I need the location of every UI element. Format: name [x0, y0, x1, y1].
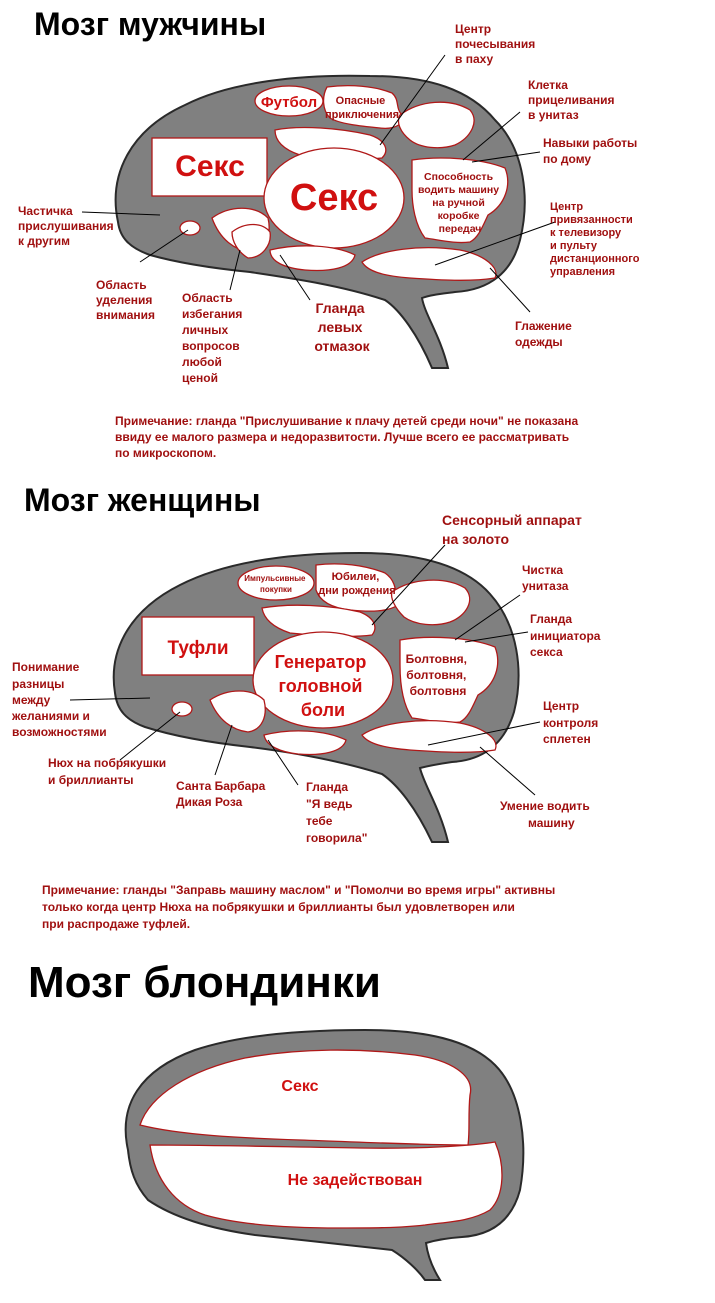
female-brain-section [11, 482, 604, 931]
male-attention-label: Область уделения внимания [96, 278, 156, 322]
male-title: Мозг мужчины [34, 6, 267, 42]
male-avoid-label: Область избегания личных вопросов любой ценой [182, 291, 243, 385]
female-shoes-label: Туфли [167, 638, 229, 659]
female-impulse-label: Импульсивные покупки [244, 574, 306, 594]
blonde-title: Мозг блондинки [28, 958, 381, 1007]
female-understanding-label: Понимание разницы между желаниями и возможностями [12, 660, 107, 739]
blonde-brain-section [28, 958, 523, 1280]
male-scratch-label: Центр почесывания в паху [455, 22, 536, 66]
female-told-label: Гланда "Я ведь тебе говорила" [306, 780, 368, 845]
female-jewels-label: Нюх на побрякушки и бриллианты [48, 756, 167, 787]
female-note: Примечание: гланды "Заправь машину маслом" и "Помолчи во время игры" активны только когда центр Нюха на побрякушки и бриллианты был удовлетворен или при распродаже туфлей. [42, 883, 556, 931]
male-ironing-label: Глажение одежды [515, 319, 572, 349]
male-note: Примечание: гланда "Прислушивание к плачу детей среди ночи" не показана ввиду ее малого размера и недоразвитости. Лучше всего ее рассматривать по микроскопом. [115, 414, 579, 460]
female-title: Мозг женщины [24, 482, 261, 518]
blonde-unused-label: Не задействован [287, 1172, 423, 1189]
male-sex-left-label: Секс [175, 150, 245, 183]
male-listen-label: Частичка прислушивания к другим [18, 204, 114, 248]
female-gossip-label: Центр контроля сплетен [543, 699, 599, 746]
male-tv-label: Центр привязанности к телевизору и пульту дистанционного управления [550, 201, 640, 278]
male-aim-label: Клетка прицеливания в унитаз [528, 78, 615, 122]
female-chatter-label: Болтовня, болтовня, болтовня [405, 652, 467, 698]
male-brain-section [18, 6, 642, 460]
female-lobe-impulse [238, 566, 314, 600]
female-gold-label: Сенсорный аппарат на золото [442, 512, 582, 547]
female-santa-label: Санта Барбара Дикая Роза [176, 779, 266, 809]
male-sex-center-label: Секс [289, 177, 379, 219]
female-sexinit-label: Гланда инициатора секса [530, 612, 601, 659]
female-headache-label: Генератор головной боли [274, 652, 367, 720]
male-excuses-label: Гланда левых отмазок [314, 300, 370, 354]
female-toilet-label: Чистка унитаза [522, 563, 569, 593]
female-drive-label: Умение водить машину [500, 799, 590, 830]
male-house-label: Навыки работы по дому [543, 136, 638, 166]
male-football-label: Футбол [260, 94, 318, 111]
male-gear-label: Способность водить машину на ручной коробке передач [417, 171, 500, 235]
blonde-sex-label: Секс [281, 1078, 319, 1095]
male-danger-label: Опасные приключения [324, 95, 400, 121]
female-lobe-jewels [172, 702, 192, 716]
female-anniv-label: Юбилеи, дни рождения [318, 571, 396, 597]
